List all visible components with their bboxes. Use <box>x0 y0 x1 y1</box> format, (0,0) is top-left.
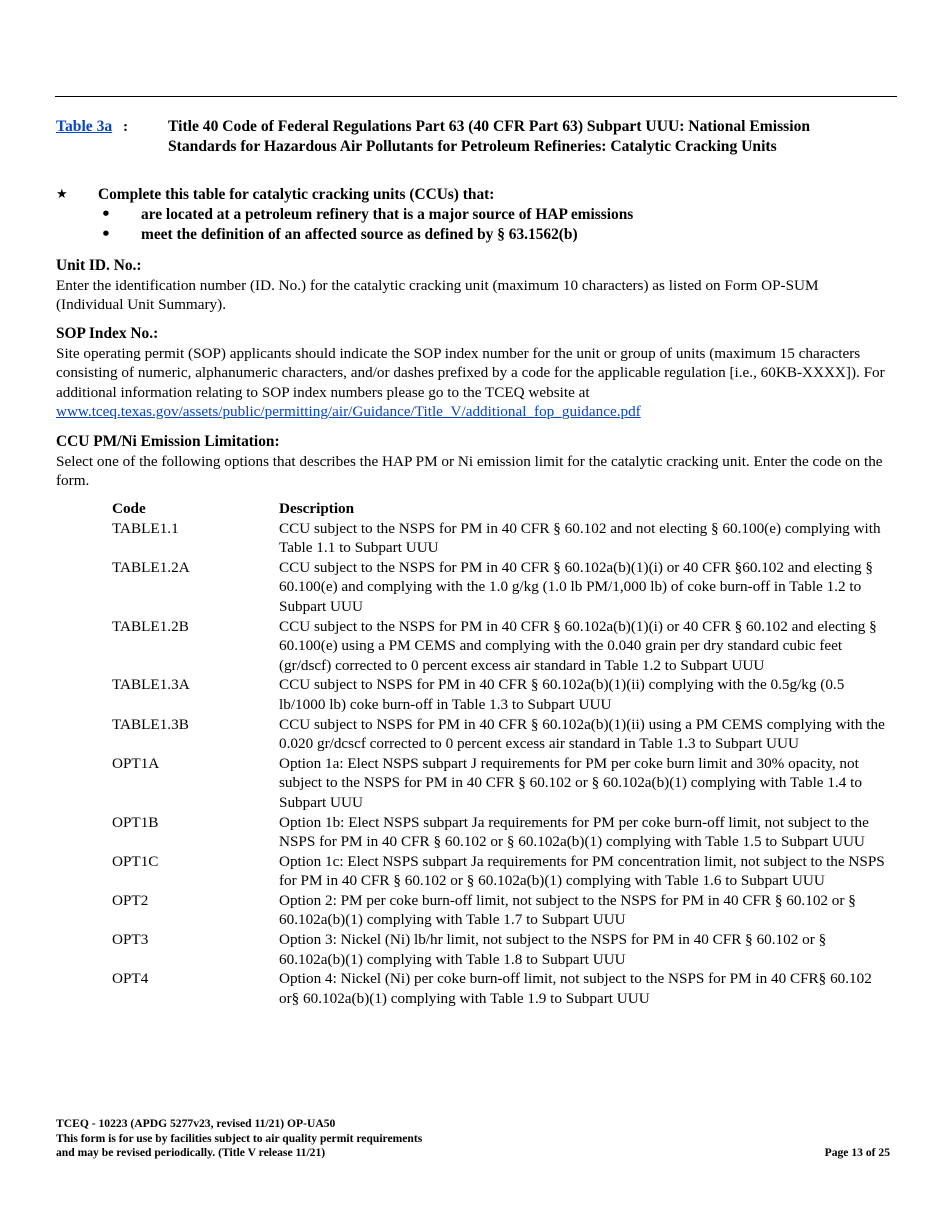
code-cell: TABLE1.1 <box>112 519 179 537</box>
description-cell: Option 1b: Elect NSPS subpart Ja requirements for PM per coke burn-off limit, not subject to the NSPS for PM in 40 CFR § 60.102 or § 60.102a(b)(1) complying with Table 1.5 to Subpart UUU <box>279 813 869 851</box>
table-row <box>112 813 902 852</box>
form-id-line: TCEQ - 10223 (APDG 5277v23, revised 11/21) OP-UA50 <box>56 1117 336 1130</box>
description-cell: Option 1a: Elect NSPS subpart J requirements for PM per coke burn limit and 30% opacity, not subject to the NSPS for PM in 40 CFR § 60.102 or § 60.102a(b)(1) complying with Table 1.4 to Subpart UUU <box>279 754 862 811</box>
instruction-bullet-text: are located at a petroleum refinery that is a major source of HAP emissions <box>141 206 634 223</box>
code-cell: TABLE1.3B <box>112 715 189 733</box>
table-row <box>112 519 902 558</box>
table-3a-link[interactable]: Table 3a <box>56 118 113 135</box>
footer-note-line: and may be revised periodically. (Title V release 11/21) <box>56 1146 326 1160</box>
instruction-lead <box>56 185 896 205</box>
sop-index-heading: SOP Index No.: <box>56 325 159 342</box>
unit-id-body: Enter the identification number (ID. No.) for the catalytic cracking unit (maximum 10 characters) as listed on Form OP-SUM (Individual Unit Summary). <box>56 276 819 314</box>
emission-limit-body: Select one of the following options that describes the HAP PM or Ni emission limit for the catalytic cracking unit. Enter the code on the form. <box>56 452 883 490</box>
code-cell: OPT2 <box>112 891 149 909</box>
instruction-lead-text: Complete this table for catalytic cracking units (CCUs) that: <box>98 186 495 203</box>
description-cell: Option 3: Nickel (Ni) lb/hr limit, not subject to the NSPS for PM in 40 CFR § 60.102 or § 60.102a(b)(1) complying with Table 1.8 to Subpart UUU <box>279 931 827 968</box>
table-row <box>112 754 902 813</box>
description-cell: CCU subject to NSPS for PM in 40 CFR § 60.102a(b)(1)(ii) using a PM CEMS complying with the 0.020 gr/dcscf corrected to 0 percent excess air standard in Table 1.3 to Subpart UUU <box>279 715 885 753</box>
sop-index-section <box>56 324 886 422</box>
code-cell: TABLE1.2A <box>112 558 190 576</box>
unit-id-heading: Unit ID. No.: <box>56 257 142 274</box>
instruction-bullet <box>56 225 896 245</box>
code-cell: OPT1A <box>112 754 160 772</box>
description-cell: CCU subject to NSPS for PM in 40 CFR § 60.102a(b)(1)(ii) complying with the 0.5g/kg (0.5 lb/1000 lb) coke burn-off in Table 1.3 to Subpart UUU <box>279 676 845 713</box>
table-row <box>112 891 902 930</box>
title-colon: : <box>123 118 129 135</box>
title-text: Title 40 Code of Federal Regulations Part 63 (40 CFR Part 63) Subpart UUU: National Emission Standards for Hazardous Air Pollutants for Petroleum Refineries: Catalytic Cracking Units <box>168 118 811 155</box>
sop-index-text: Site operating permit (SOP) applicants should indicate the SOP index number for the unit or group of units (maximum 15 characters consisting of numeric, alphanumeric characters, and/or dashes prefixed by a code for the applicable regulation [i.e., 60KB-XXXX]). For additional information relating to SOP index numbers please go to the TCEQ website at <box>56 344 885 401</box>
description-cell: CCU subject to the NSPS for PM in 40 CFR § 60.102 and not electing § 60.100(e) complying with Table 1.1 to Subpart UUU <box>279 519 881 557</box>
instruction-bullet-text: meet the definition of an affected source as defined by § 63.1562(b) <box>141 226 578 243</box>
table-row <box>112 969 902 1008</box>
description-cell: CCU subject to the NSPS for PM in 40 CFR § 60.102a(b)(1)(i) or 40 CFR § 60.102 and electing § 60.100(e) using a PM CEMS and complying with the 0.040 grain per dry standard cubic feet (gr/dscf) corrected to 0 percent excess air standard in Table 1.2 to Subpart UUU <box>279 617 877 674</box>
table-title <box>56 117 896 156</box>
code-cell: OPT3 <box>112 931 149 949</box>
description-cell: CCU subject to the NSPS for PM in 40 CFR § 60.102a(b)(1)(i) or 40 CFR §60.102 and electing § 60.100(e) and complying with the 1.0 g/kg (1.0 lb PM/1,000 lb) of coke burn-off in Table 1.2 to Subpart UUU <box>279 558 873 615</box>
code-cell: OPT4 <box>112 970 149 988</box>
table-row <box>112 852 902 891</box>
footer-note-line: This form is for use by facilities subject to air quality permit requirements <box>56 1131 423 1145</box>
header-rule <box>55 96 897 97</box>
instruction-bullet <box>56 205 896 225</box>
table-row <box>112 558 902 617</box>
description-column-header: Description <box>279 500 355 517</box>
code-column-header: Code <box>112 500 146 517</box>
star-icon: ★ <box>56 187 68 202</box>
code-cell: TABLE1.2B <box>112 617 189 635</box>
table-row <box>112 617 902 676</box>
table-row <box>112 930 902 969</box>
code-table <box>112 499 902 1008</box>
tceq-guidance-link[interactable]: www.tceq.texas.gov/assets/public/permitting/air/Guidance/Title_V/additional_fop_guidance.pdf <box>56 403 641 421</box>
emission-limit-heading: CCU PM/Ni Emission Limitation: <box>56 433 280 450</box>
table-row <box>112 715 902 754</box>
description-cell: Option 1c: Elect NSPS subpart Ja requirements for PM concentration limit, not subject to the NSPS for PM in 40 CFR § 60.102 or § 60.102a(b)(1) complying with Table 1.6 to Subpart UUU <box>279 852 885 890</box>
description-cell: Option 4: Nickel (Ni) per coke burn-off limit, not subject to the NSPS for PM in 40 CFR§ 60.102 or§ 60.102a(b)(1) complying with Table 1.9 to Subpart UUU <box>279 970 872 1007</box>
sop-index-body <box>56 344 886 422</box>
instruction-block <box>56 185 896 245</box>
description-cell: Option 2: PM per coke burn-off limit, not subject to the NSPS for PM in 40 CFR § 60.102 or § 60.102a(b)(1) complying with Table 1.7 to Subpart UUU <box>279 891 856 929</box>
emission-limit-section <box>56 432 886 491</box>
page-number: Page 13 of 25 <box>824 1146 890 1159</box>
code-table-header <box>112 499 902 519</box>
table-row <box>112 675 902 714</box>
page-footer <box>56 1117 890 1161</box>
code-cell: TABLE1.3A <box>112 676 190 694</box>
bullet-icon: • <box>101 225 111 243</box>
bullet-icon: • <box>101 205 111 223</box>
unit-id-section <box>56 256 886 315</box>
code-cell: OPT1B <box>112 813 159 831</box>
code-cell: OPT1C <box>112 852 159 870</box>
